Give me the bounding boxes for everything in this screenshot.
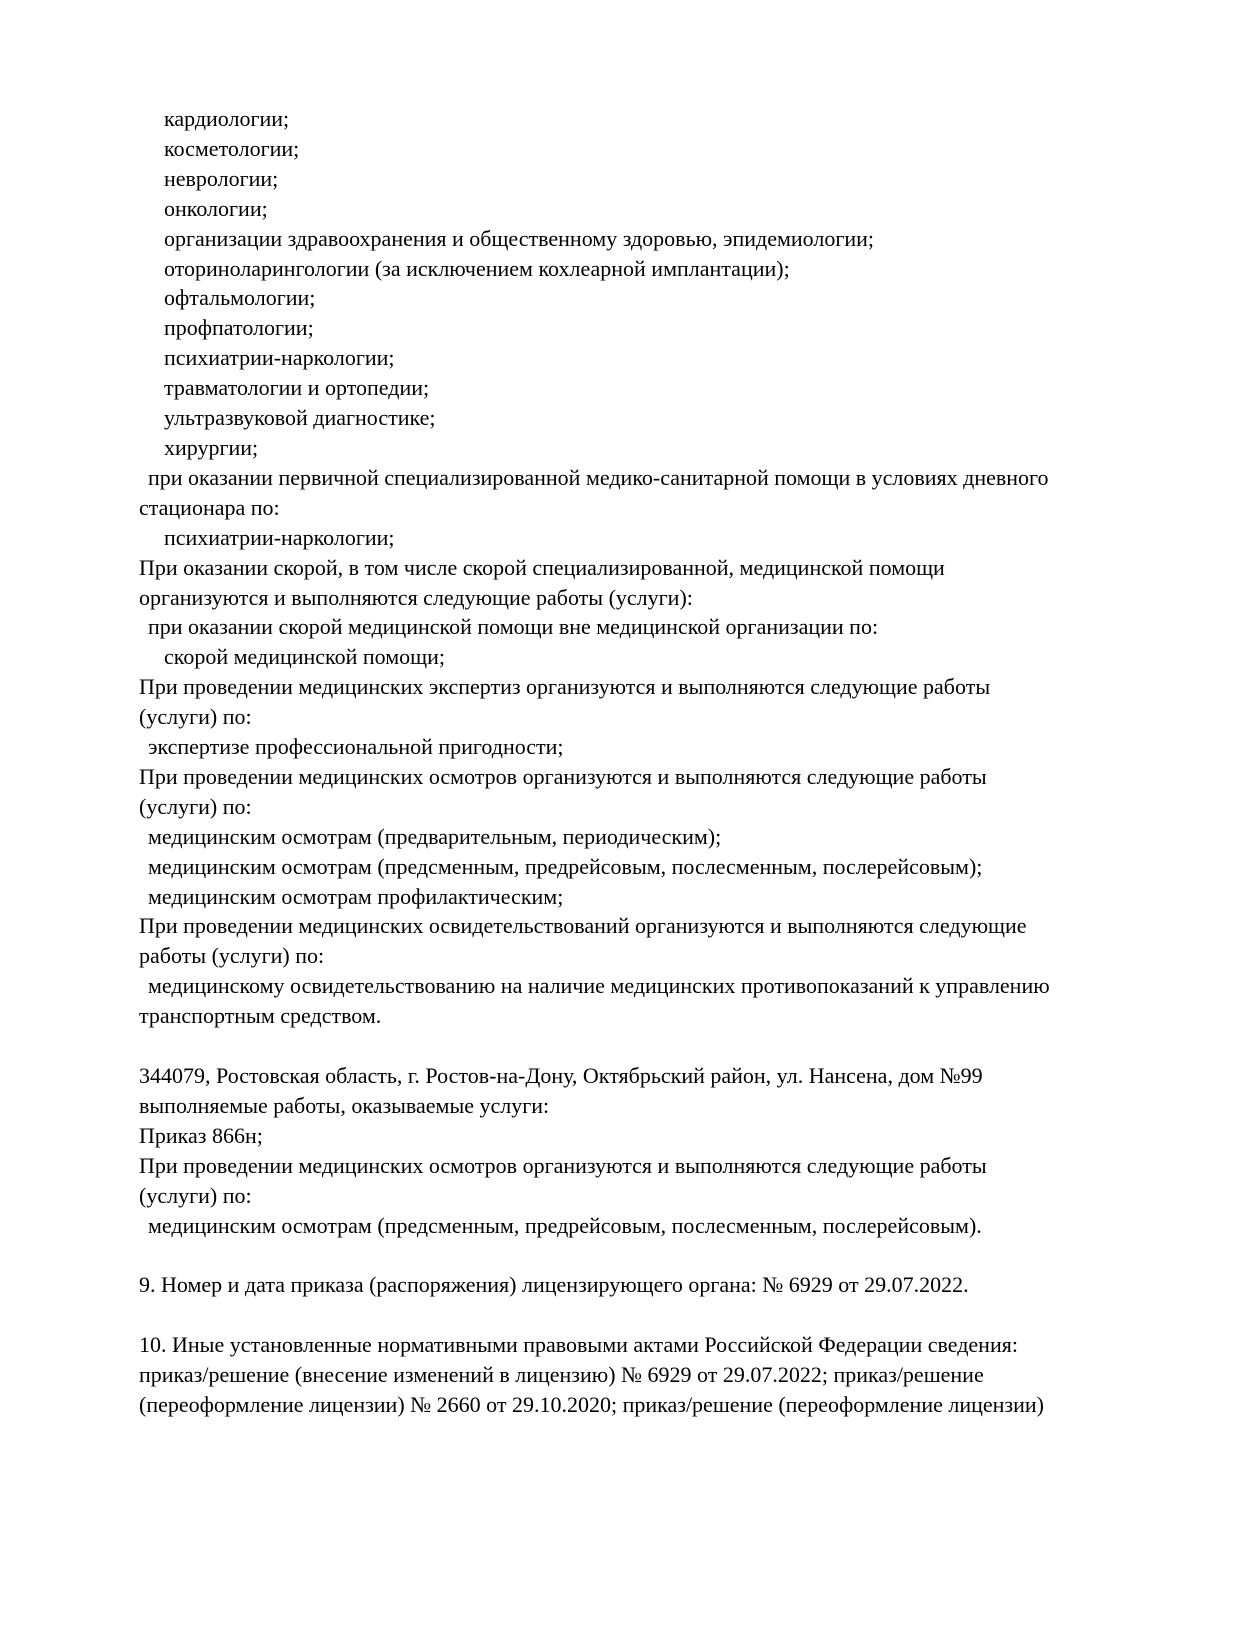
text-line: профпатологии; <box>164 315 314 341</box>
text-line: выполняемые работы, оказываемые услуги: <box>139 1092 550 1118</box>
text-line: При оказании скорой, в том числе скорой специализированной, медицинской помощи <box>139 554 945 580</box>
text-line: при оказании первичной специализированной медико-санитарной помощи в условиях дневного <box>148 464 1049 490</box>
text-line: психиатрии-наркологии; <box>164 524 395 550</box>
text-line: травматологии и ортопедии; <box>164 375 430 401</box>
text-line: при оказании скорой медицинской помощи вне медицинской организации по: <box>148 614 879 640</box>
text-line: транспортным средством. <box>139 1003 382 1029</box>
text-line: стационара по: <box>139 494 280 520</box>
text-line: хирургии; <box>164 434 259 460</box>
item-10-other-info-line: (переоформление лицензии) № 2660 от 29.10.2020; приказ/решение (переоформление лицензии) <box>139 1391 1044 1417</box>
text-line: оториноларингологии (за исключением кохлеарной имплантации); <box>164 255 790 281</box>
text-line: кардиологии; <box>164 106 290 131</box>
text-line: офтальмологии; <box>164 285 316 311</box>
text-line: медицинским осмотрам (предварительным, периодическим); <box>148 823 722 849</box>
text-line: медицинским осмотрам (предсменным, предрейсовым, послесменным, послерейсовым). <box>148 1212 982 1238</box>
text-line: При проведении медицинских освидетельствований организуются и выполняются следующие <box>139 913 1027 939</box>
text-line: (услуги) по: <box>139 793 252 819</box>
text-line: онкологии; <box>164 195 268 221</box>
text-line: организации здравоохранения и общественному здоровью, эпидемиологии; <box>164 225 875 251</box>
text-line: медицинским осмотрам профилактическим; <box>148 883 564 909</box>
blank-line <box>0 1300 1240 1330</box>
text-line: (услуги) по: <box>139 1182 252 1208</box>
text-line: медицинским осмотрам (предсменным, предрейсовым, послесменным, послерейсовым); <box>148 853 983 879</box>
text-line: (услуги) по: <box>139 704 252 730</box>
address-line: 344079, Ростовская область, г. Ростов-на-Дону, Октябрьский район, ул. Нансена, дом №99 <box>139 1063 983 1088</box>
text-line: косметологии; <box>164 135 300 161</box>
text-line: скорой медицинской помощи; <box>164 644 446 670</box>
text-line: работы (услуги) по: <box>139 943 325 969</box>
blank-line <box>0 1240 1240 1270</box>
text-line: организуются и выполняются следующие работы (услуги): <box>139 584 693 610</box>
blank-line <box>0 1031 1240 1061</box>
item-10-other-info-line: приказ/решение (внесение изменений в лицензию) № 6929 от 29.07.2022; приказ/решение <box>139 1362 984 1388</box>
text-line: При проведении медицинских осмотров организуются и выполняются следующие работы <box>139 1152 987 1178</box>
text-line: При проведении медицинских осмотров организуются и выполняются следующие работы <box>139 763 987 789</box>
item-10-other-info-line: 10. Иные установленные нормативными правовыми актами Российской Федерации сведения: <box>139 1332 1018 1358</box>
text-line: медицинскому освидетельствованию на наличие медицинских противопоказаний к управлению <box>148 973 1050 999</box>
item-9-license-order-line: 9. Номер и дата приказа (распоряжения) лицензирующего органа: № 6929 от 29.07.2022. <box>139 1272 969 1298</box>
order-866n-line: Приказ 866н; <box>139 1122 263 1148</box>
text-line: ультразвуковой диагностике; <box>164 405 436 431</box>
text-line: психиатрии-наркологии; <box>164 345 395 371</box>
text-line: экспертизе профессиональной пригодности; <box>148 734 564 760</box>
text-line: При проведении медицинских экспертиз организуются и выполняются следующие работы <box>139 674 991 700</box>
text-line: неврологии; <box>164 165 279 191</box>
